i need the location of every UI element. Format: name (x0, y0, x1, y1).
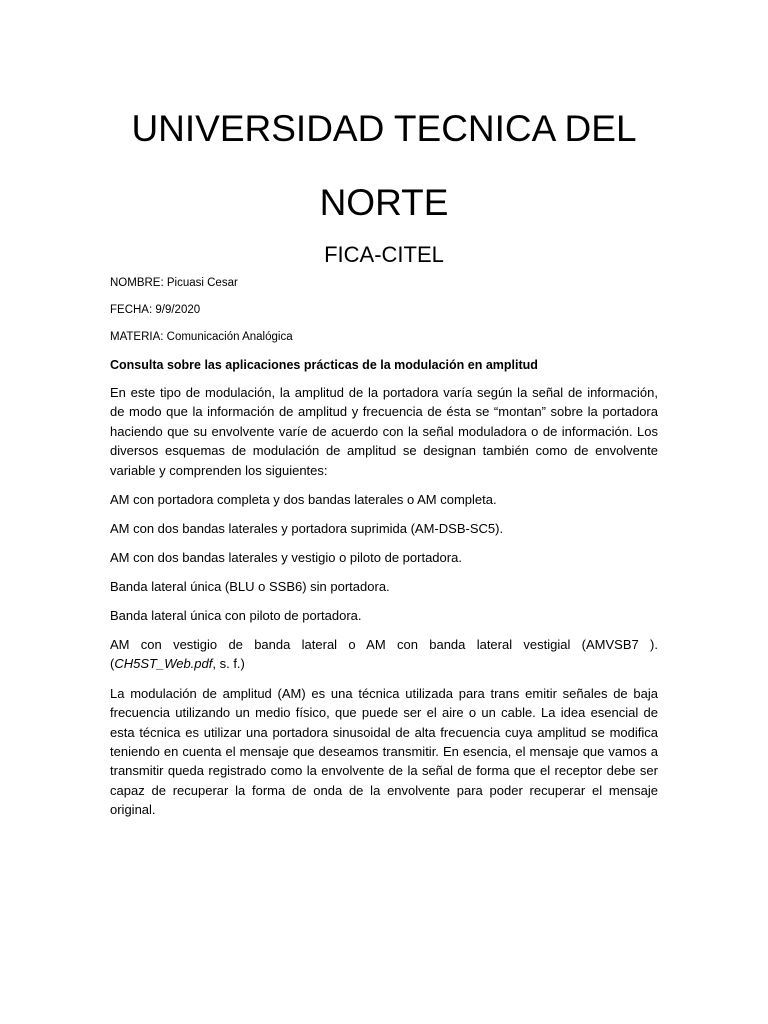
citation-end: , s. f.) (212, 656, 245, 672)
citation-source: CH5ST_Web.pdf (114, 656, 213, 672)
intro-paragraph: En este tipo de modulación, la amplitud de la portadora varía según la señal de información, de modo que la información de amplitud y frecuencia de ésta se “montan” sobre la portadora haciendo que su envolvente varíe de acuerdo con la señal moduladora o de información. Los diversos esquemas de modulación de amplitud se designan también como de envolvente variable y comprenden los siguientes: (110, 385, 658, 478)
student-name: NOMBRE: Picuasi Cesar (110, 277, 238, 289)
section-heading: Consulta sobre las aplicaciones prácticas de la modulación en amplitud (110, 358, 538, 372)
list-item: Banda lateral única (BLU o SSB6) sin portadora. (110, 579, 390, 595)
subject: MATERIA: Comunicación Analógica (110, 331, 293, 343)
title-line-1: UNIVERSIDAD TECNICA DEL (131, 108, 637, 149)
document-page (110, 92, 658, 830)
closing-paragraph: La modulación de amplitud (AM) es una técnica utilizada para trans emitir señales de baja frecuencia utilizando un medio físico, que puede ser el aire o un cable. La idea esencial de esta técnica es utilizar una portadora sinusoidal de alta frecuencia cuya amplitud se modifica teniendo en cuenta el mensaje que deseamos transmitir. En esencia, el mensaje que vamos a transmitir queda registrado como la envolvente de la señal de forma que el receptor debe ser capaz de recuperar la forma de onda de la envolvente para poder recuperar el mensaje original. (110, 685, 658, 818)
vestigial-text: AM con vestigio de banda lateral o AM con banda lateral vestigial (AMVSB7 ).( (110, 637, 658, 672)
document-subtitle: FICA-CITEL (324, 242, 444, 267)
list-item: AM con dos bandas laterales y vestigio o piloto de portadora. (110, 550, 462, 566)
list-item: AM con dos bandas laterales y portadora suprimida (AM-DSB-SC5). (110, 521, 504, 537)
list-item: Banda lateral única con piloto de portadora. (110, 608, 362, 624)
title-line-2: NORTE (319, 182, 449, 223)
list-item: AM con portadora completa y dos bandas laterales o AM completa. (110, 492, 497, 508)
document-title (110, 92, 658, 240)
vestigial-paragraph (110, 635, 658, 674)
date: FECHA: 9/9/2020 (110, 304, 201, 316)
